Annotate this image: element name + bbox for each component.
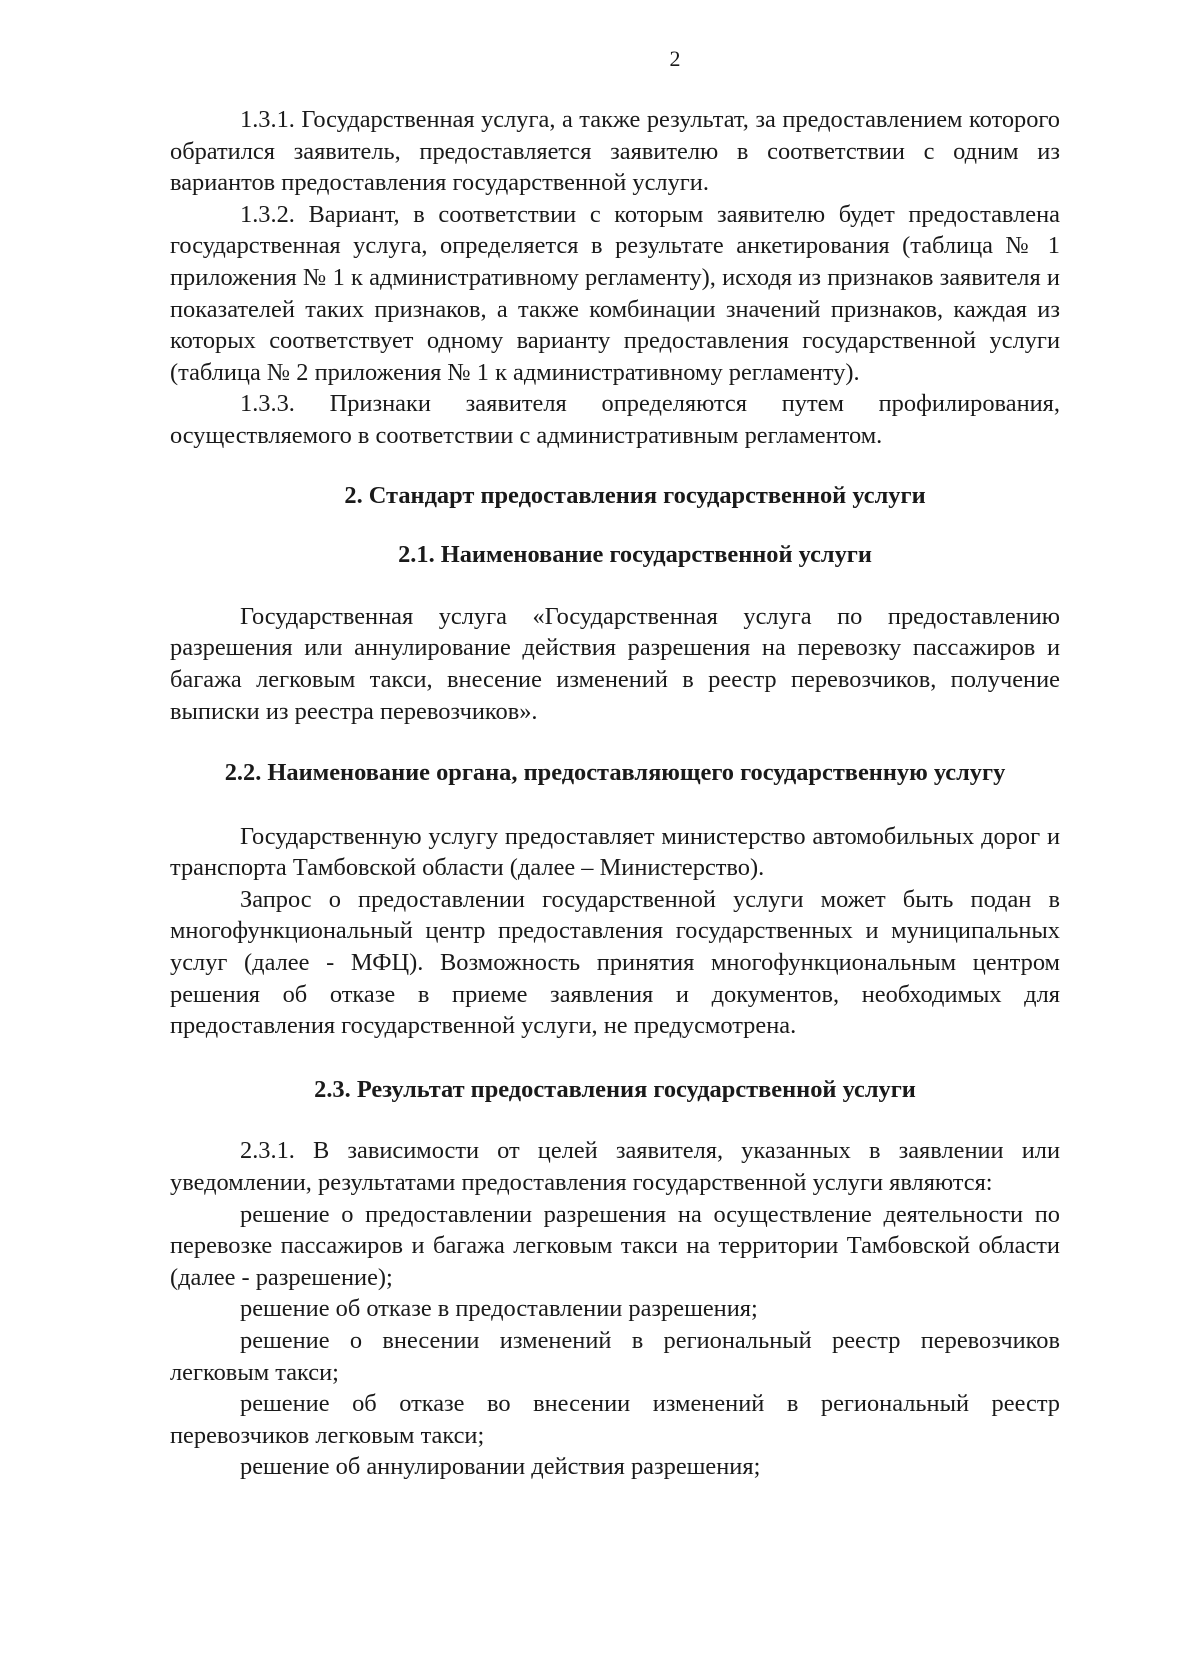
paragraph-1-3-2: 1.3.2. Вариант, в соответствии с которым заявителю будет предоставлена государственная услуга, определяется в результате анкетирования (таблица № 1 приложения № 1 к административному регламенту), исходя из признаков заявителя и показателей таких признаков, а также комбинации значений признаков, каждая из которых соответствует одному варианту предоставления государственной услуги (таблица № 2 приложения № 1 к административному регламенту). — [170, 200, 1060, 386]
result-item: решение о внесении изменений в региональный реестр перевозчиков легковым такси; — [170, 1327, 1060, 1386]
page-number: 2 — [669, 46, 681, 71]
section-2-heading: 2. Стандарт предоставления государственной услуги — [344, 481, 926, 509]
result-item: решение об аннулировании действия разрешения; — [240, 1453, 761, 1481]
result-item: решение о предоставлении разрешения на осуществление деятельности по перевозке пассажиров и багажа легковым такси на территории Тамбовской области (далее - разрешение); — [170, 1200, 1060, 1291]
result-item: решение об отказе в предоставлении разрешения; — [240, 1295, 758, 1323]
section-2-2-paragraph-1: Государственную услугу предоставляет министерство автомобильных дорог и транспорта Тамбовской области (далее – Министерство). — [170, 822, 1060, 882]
section-2-2-heading: 2.2. Наименование органа, предоставляющего государственную услугу — [224, 759, 1006, 787]
paragraph-1-3-3: 1.3.3. Признаки заявителя определяются путем профилирования, осуществляемого в соответствии с административным регламентом. — [170, 390, 1060, 449]
section-2-1-heading: 2.1. Наименование государственной услуги — [398, 541, 872, 569]
document-body — [170, 104, 1060, 1483]
result-item: решение об отказе во внесении изменений в региональный реестр перевозчиков легковым такси; — [170, 1390, 1060, 1449]
section-2-2-paragraph-2: Запрос о предоставлении государственной услуги может быть подан в многофункциональный центр предоставления государственных и муниципальных услуг (далее - МФЦ). Возможность принятия многофункциональным центром решения об отказе в приеме заявления и документов, необходимых для предоставления государственной услуги, не предусмотрена. — [170, 885, 1060, 1040]
section-2-3-heading: 2.3. Результат предоставления государственной услуги — [314, 1075, 916, 1103]
paragraph-2-3-1: 2.3.1. В зависимости от целей заявителя, указанных в заявлении или уведомлении, результатами предоставления государственной услуги являются: — [170, 1137, 1060, 1197]
paragraph-1-3-1: 1.3.1. Государственная услуга, а также результат, за предоставлением которого обратился заявитель, предоставляется заявителю в соответствии с одним из вариантов предоставления государственной услуги. — [170, 106, 1060, 197]
section-2-1-paragraph: Государственная услуга «Государственная услуга по предоставлению разрешения или аннулирование действия разрешения на перевозку пассажиров и багажа легковым такси, внесение изменений в реестр перевозчиков, получение выписки из реестра перевозчиков». — [170, 602, 1060, 725]
